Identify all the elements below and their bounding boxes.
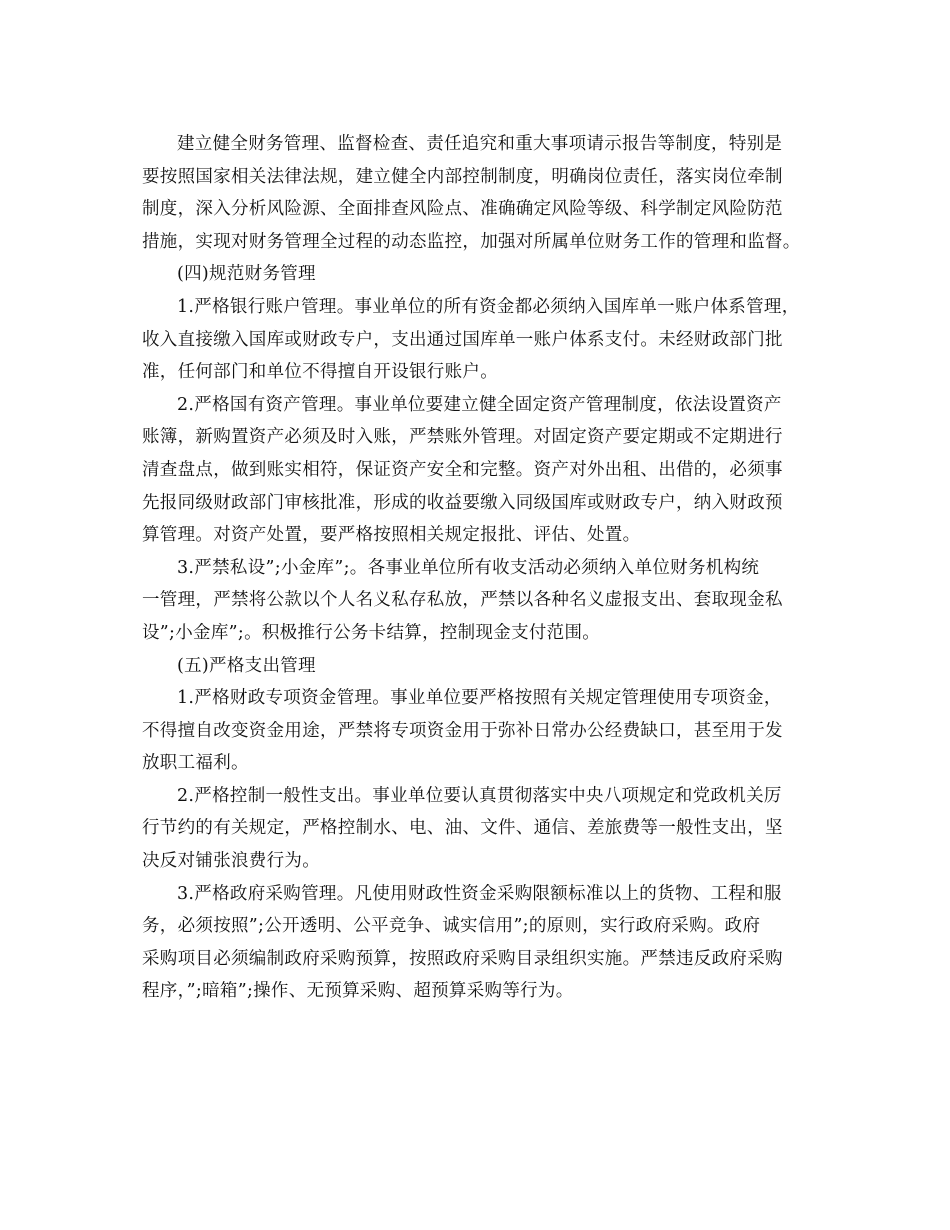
text-line: 建立健全财务管理、监督检查、责任追究和重大事项请示报告等制度，特别是 [177, 134, 783, 154]
section-heading: (四)规范财务管理 [177, 264, 316, 285]
text-line: 账簿，新购置资产必须及时入账，严禁账外管理。对固定资产要定期或不定期进行 [142, 427, 783, 448]
section-heading-expenditure [142, 650, 814, 683]
text-line: 收入直接缴入国库或财政专户，支出通过国库单一账户体系支付。未经财政部门批 [142, 329, 783, 350]
text-line: 1.严格财政专项资金管理。事业单位要严格按照有关规定管理使用专项资金， [177, 688, 782, 709]
text-line: 2.严格国有资产管理。事业单位要建立健全固定资产管理制度，依法设置资产 [177, 394, 782, 415]
document-page [142, 128, 814, 1008]
text-line: 决反对铺张浪费行为。 [142, 851, 320, 872]
text-line: 制度，深入分析风险源、全面排查风险点、准确确定风险等级、科学制定风险防范 [142, 199, 783, 220]
section-heading-standardize-finance [142, 258, 814, 291]
text-line: 措施，实现对财务管理全过程的动态监控，加强对所属单位财务工作的管理和监督。 [142, 231, 801, 252]
text-line: 设”;小金库”;。积极推行公务卡结算，控制现金支付范围。 [142, 622, 601, 643]
text-line: 先报同级财政部门审核批准，形成的收益要缴入同级国库或财政专户，纳入财政预 [142, 492, 783, 513]
text-line: 3.严禁私设”;小金库”;。各事业单位所有收支活动必须纳入单位财务机构统 [177, 557, 760, 578]
text-line: 程序，”;暗箱”;操作、无预算采购、超预算采购等行为。 [142, 981, 574, 1002]
paragraph-state-assets [142, 389, 814, 552]
text-line: 算管理。对资产处置，要严格按照相关规定报批、评估、处置。 [142, 525, 641, 546]
text-line: 清查盘点，做到账实相符，保证资产安全和完整。资产对外出租、出借的，必须事 [142, 459, 783, 480]
text-line: 行节约的有关规定，严格控制水、电、油、文件、通信、差旅费等一般性支出，坚 [142, 818, 783, 839]
text-line: 放职工福利。 [142, 753, 249, 774]
text-line: 准，任何部门和单位不得擅自开设银行账户。 [142, 362, 498, 383]
paragraph-bank-accounts [142, 291, 814, 389]
text-line: 不得擅自改变资金用途，严禁将专项资金用于弥补日常办公经费缺口，甚至用于发 [142, 720, 783, 741]
section-heading: (五)严格支出管理 [177, 655, 316, 676]
text-line: 务，必须按照”;公开透明、公平竞争、诚实信用”;的原则，实行政府采购。政府 [142, 916, 761, 937]
text-line: 1.严格银行账户管理。事业单位的所有资金都必须纳入国库单一账户体系管理， [177, 296, 800, 317]
paragraph-internal-control [142, 128, 814, 258]
text-line: 一管理，严禁将公款以个人名义私存私放，严禁以各种名义虚报支出、套取现金私 [142, 590, 783, 611]
paragraph-special-funds [142, 682, 814, 780]
text-line: 2.严格控制一般性支出。事业单位要认真贯彻落实中央八项规定和党政机关厉 [177, 785, 782, 806]
text-line: 3.严格政府采购管理。凡使用财政性资金采购限额标准以上的货物、工程和服 [177, 883, 782, 904]
text-line: 要按照国家相关法律法规，建立健全内部控制制度，明确岗位责任，落实岗位牵制 [142, 166, 783, 187]
paragraph-government-procurement [142, 878, 814, 1008]
text-line: 采购项目必须编制政府采购预算，按照政府采购目录组织实施。严禁违反政府采购 [142, 948, 783, 969]
paragraph-small-coffers [142, 552, 814, 650]
paragraph-general-expenditure [142, 780, 814, 878]
